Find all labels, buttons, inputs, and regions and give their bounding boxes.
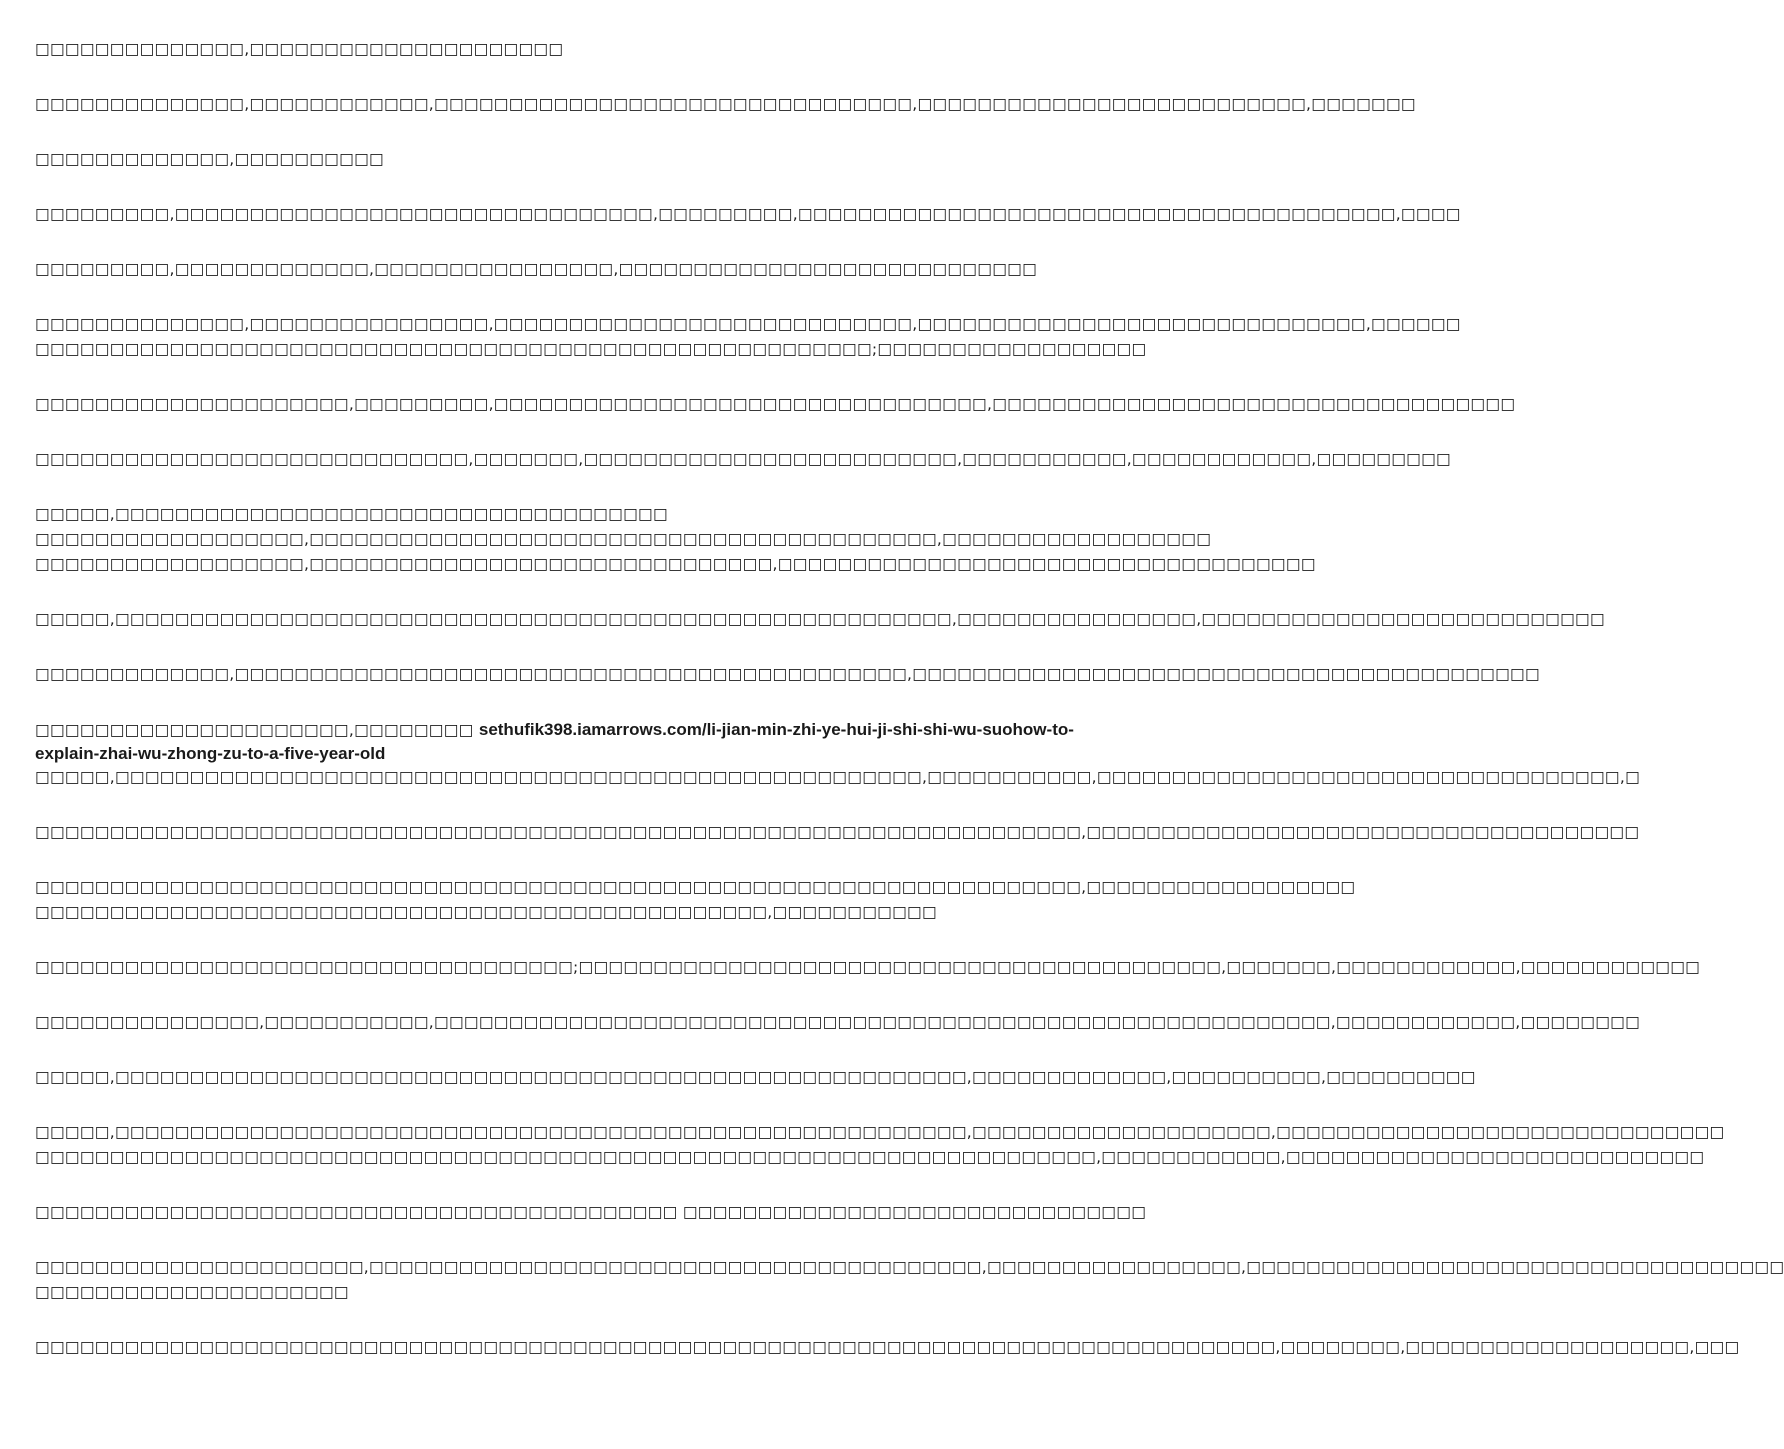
article-link-continued[interactable]: explain-zhai-wu-zhong-zu-to-a-five-year-old [35, 744, 386, 763]
paragraph [35, 148, 991, 170]
paragraph [35, 1011, 1641, 1033]
link-line [35, 742, 991, 766]
paragraph [35, 608, 1605, 630]
text-line: □□□□□□□□□□□□□□□□□□□□□ [35, 1283, 349, 1301]
paragraph [35, 503, 1316, 575]
paragraph [35, 393, 1516, 415]
text-line: □□□□□□□□□□□□□,□□□□□□□□□□□□□□□□□□□□□□□□□□□□□□□□□□□□□□□□□□□□□,□□□□□□□□□□□□□□□□□□□□□□□□□□□□□□□□□□□□□□□□□□ [35, 665, 1540, 683]
text-line: □□□□□□□□□□□□□□□□□□□□□□□□□□□□□□□□□□□□□□□□□□□□□□□□□□□□□□□□□□□□□□□□□□□□□□,□□□□□□□□□□□□□□□□□□ [35, 878, 1356, 896]
paragraph [35, 38, 991, 60]
paragraph [35, 1201, 1147, 1223]
text-line: □□□□□,□□□□□□□□□□□□□□□□□□□□□□□□□□□□□□□□□□□□□ [35, 505, 668, 523]
paragraph [35, 203, 1461, 225]
text-line: □□□□□□□□□□□□□□,□□□□□□□□□□□□□□□□,□□□□□□□□□□□□□□□□□□□□□□□□□□□□,□□□□□□□□□□□□□□□□□□□□□□□□□□□□□□,□□□□□□ [35, 315, 1461, 333]
article-body [35, 38, 1784, 1358]
text-line: □□□□□□□□□□□□□□□□□□□□□,□□□□□□□□□,□□□□□□□□□□□□□□□□□□□□□□□□□□□□□□□□□,□□□□□□□□□□□□□□□□□□□□□□□□□□□□□□□□□□□ [35, 395, 1516, 413]
paragraph [35, 1066, 1476, 1088]
text-line: □□□□□□□□□□□□□□,□□□□□□□□□□□□,□□□□□□□□□□□□□□□□□□□□□□□□□□□□□□□□,□□□□□□□□□□□□□□□□□□□□□□□□□□,□□□□□□□ [35, 95, 1416, 113]
text-line: □□□□□□□□□□□□□□□□□□,□□□□□□□□□□□□□□□□□□□□□□□□□□□□□□□,□□□□□□□□□□□□□□□□□□□□□□□□□□□□□□□□□□□□ [35, 555, 1316, 573]
link-prefix-text: □□□□□□□□□□□□□□□□□□□□□,□□□□□□□□ [35, 721, 479, 739]
text-line: □□□□□□□□□□□□□□□□□□□□□□□□□□□□□□□□□□□□□□□□□□□□□□□□□□□□□□□□;□□□□□□□□□□□□□□□□□□ [35, 340, 1147, 358]
paragraph [35, 821, 1640, 843]
text-line: □□□□□□□□□□□□□,□□□□□□□□□□ [35, 150, 384, 168]
link-line [35, 718, 1074, 742]
paragraph [35, 1121, 1725, 1168]
paragraph [35, 313, 1461, 360]
paragraph [35, 448, 1451, 470]
paragraph [35, 1256, 1784, 1303]
text-line: □□□□□□□□□□□□□□□□□□,□□□□□□□□□□□□□□□□□□□□□□□□□□□□□□□□□□□□□□□□□□,□□□□□□□□□□□□□□□□□□ [35, 530, 1212, 548]
text-line: □□□□□,□□□□□□□□□□□□□□□□□□□□□□□□□□□□□□□□□□□□□□□□□□□□□□□□□□□□□□□□,□□□□□□□□□□□□□□□□,□□□□□□□□□□□□□□□□□□□□□□□□□□□ [35, 610, 1605, 628]
paragraph [35, 876, 1356, 923]
text-line: □□□□□□□□□□□□□□□,□□□□□□□□□□□,□□□□□□□□□□□□□□□□□□□□□□□□□□□□□□□□□□□□□□□□□□□□□□□□□□□□□□□□□□□□,□□□□□□□□□□□□,□□□□□□□□ [35, 1013, 1641, 1031]
paragraph [35, 258, 1038, 280]
text-line: □□□□□□□□□□□□□□□□□□□□□□□□□□□□□□□□□□□□;□□□□□□□□□□□□□□□□□□□□□□□□□□□□□□□□□□□□□□□□□□□,□□□□□□□,□□□□□□□□□□□□,□□□□□□□□□□□□ [35, 958, 1701, 976]
text-line: □□□□□□□□□□□□□□□□□□□□□□□□□□□□□,□□□□□□□,□□□□□□□□□□□□□□□□□□□□□□□□□,□□□□□□□□□□□,□□□□□□□□□□□□,□□□□□□□□□ [35, 450, 1451, 468]
paragraph [35, 93, 1416, 115]
text-line: □□□□□□□□□□□□□□□□□□□□□□□□□□□□□□□□□□□□□□□□□□□ □□□□□□□□□□□□□□□□□□□□□□□□□□□□□□□ [35, 1203, 1147, 1221]
text-line: □□□□□□□□□□□□□□□□□□□□□□□□□□□□□□□□□□□□□□□□□□□□□□□□□,□□□□□□□□□□□ [35, 903, 937, 921]
article-link[interactable]: sethufik398.iamarrows.com/li-jian-min-zhi-ye-hui-ji-shi-shi-wu-suohow-to- [478, 720, 1074, 739]
paragraph [35, 1336, 1740, 1358]
paragraph [35, 663, 1540, 685]
text-line: □□□□□□□□□□□□□□□□□□□□□□□□□□□□□□□□□□□□□□□□□□□□□□□□□□□□□□□□□□□□□□□□□□□□□□□,□□□□□□□□□□□□,□□□□□□□□□□□□□□□□□□□□□□□□□□□□ [35, 1148, 1705, 1166]
paragraph [35, 956, 1701, 978]
text-line: □□□□□□□□□□□□□□□□□□□□□□,□□□□□□□□□□□□□□□□□□□□□□□□□□□□□□□□□□□□□□□□□,□□□□□□□□□□□□□□□□□,□□□□□□□□□□□□□□□□□□□□□□□□□□□□□□□□□□□□ [35, 1258, 1784, 1276]
text-line: □□□□□□□□□□□□□□□□□□□□□□□□□□□□□□□□□□□□□□□□□□□□□□□□□□□□□□□□□□□□□□□□□□□□□□□□□□□□□□□□□□□,□□□□□□□□,□□□□□□□□□□□□□□□□□□□,□□□ [35, 1338, 1740, 1356]
link-paragraph [35, 718, 1641, 788]
text-line: □□□□□□□□□□□□□□□□□□□□□□□□□□□□□□□□□□□□□□□□□□□□□□□□□□□□□□□□□□□□□□□□□□□□□□,□□□□□□□□□□□□□□□□□□□□□□□□□□□□□□□□□□□□□ [35, 823, 1640, 841]
text-line: □□□□□,□□□□□□□□□□□□□□□□□□□□□□□□□□□□□□□□□□□□□□□□□□□□□□□□□□□□□□□□□,□□□□□□□□□□□□□,□□□□□□□□□□,□□□□□□□□□□ [35, 1068, 1476, 1086]
text-line: □□□□□□□□□□□□□□,□□□□□□□□□□□□□□□□□□□□□ [35, 40, 564, 58]
text-line: □□□□□□□□□,□□□□□□□□□□□□□□□□□□□□□□□□□□□□□□□□,□□□□□□□□□,□□□□□□□□□□□□□□□□□□□□□□□□□□□□□□□□□□□□□□□□,□□□□ [35, 205, 1461, 223]
text-line: □□□□□,□□□□□□□□□□□□□□□□□□□□□□□□□□□□□□□□□□□□□□□□□□□□□□□□□□□□□□□□□,□□□□□□□□□□□□□□□□□□□□,□□□□□□□□□□□□□□□□□□□□□□□□□□□□□□ [35, 1123, 1725, 1141]
text-line: □□□□□□□□□,□□□□□□□□□□□□□,□□□□□□□□□□□□□□□□,□□□□□□□□□□□□□□□□□□□□□□□□□□□□ [35, 260, 1038, 278]
text-line: □□□□□,□□□□□□□□□□□□□□□□□□□□□□□□□□□□□□□□□□□□□□□□□□□□□□□□□□□□□□,□□□□□□□□□□□,□□□□□□□□□□□□□□□□□□□□□□□□□□□□□□□□□□□,□ [35, 768, 1641, 786]
